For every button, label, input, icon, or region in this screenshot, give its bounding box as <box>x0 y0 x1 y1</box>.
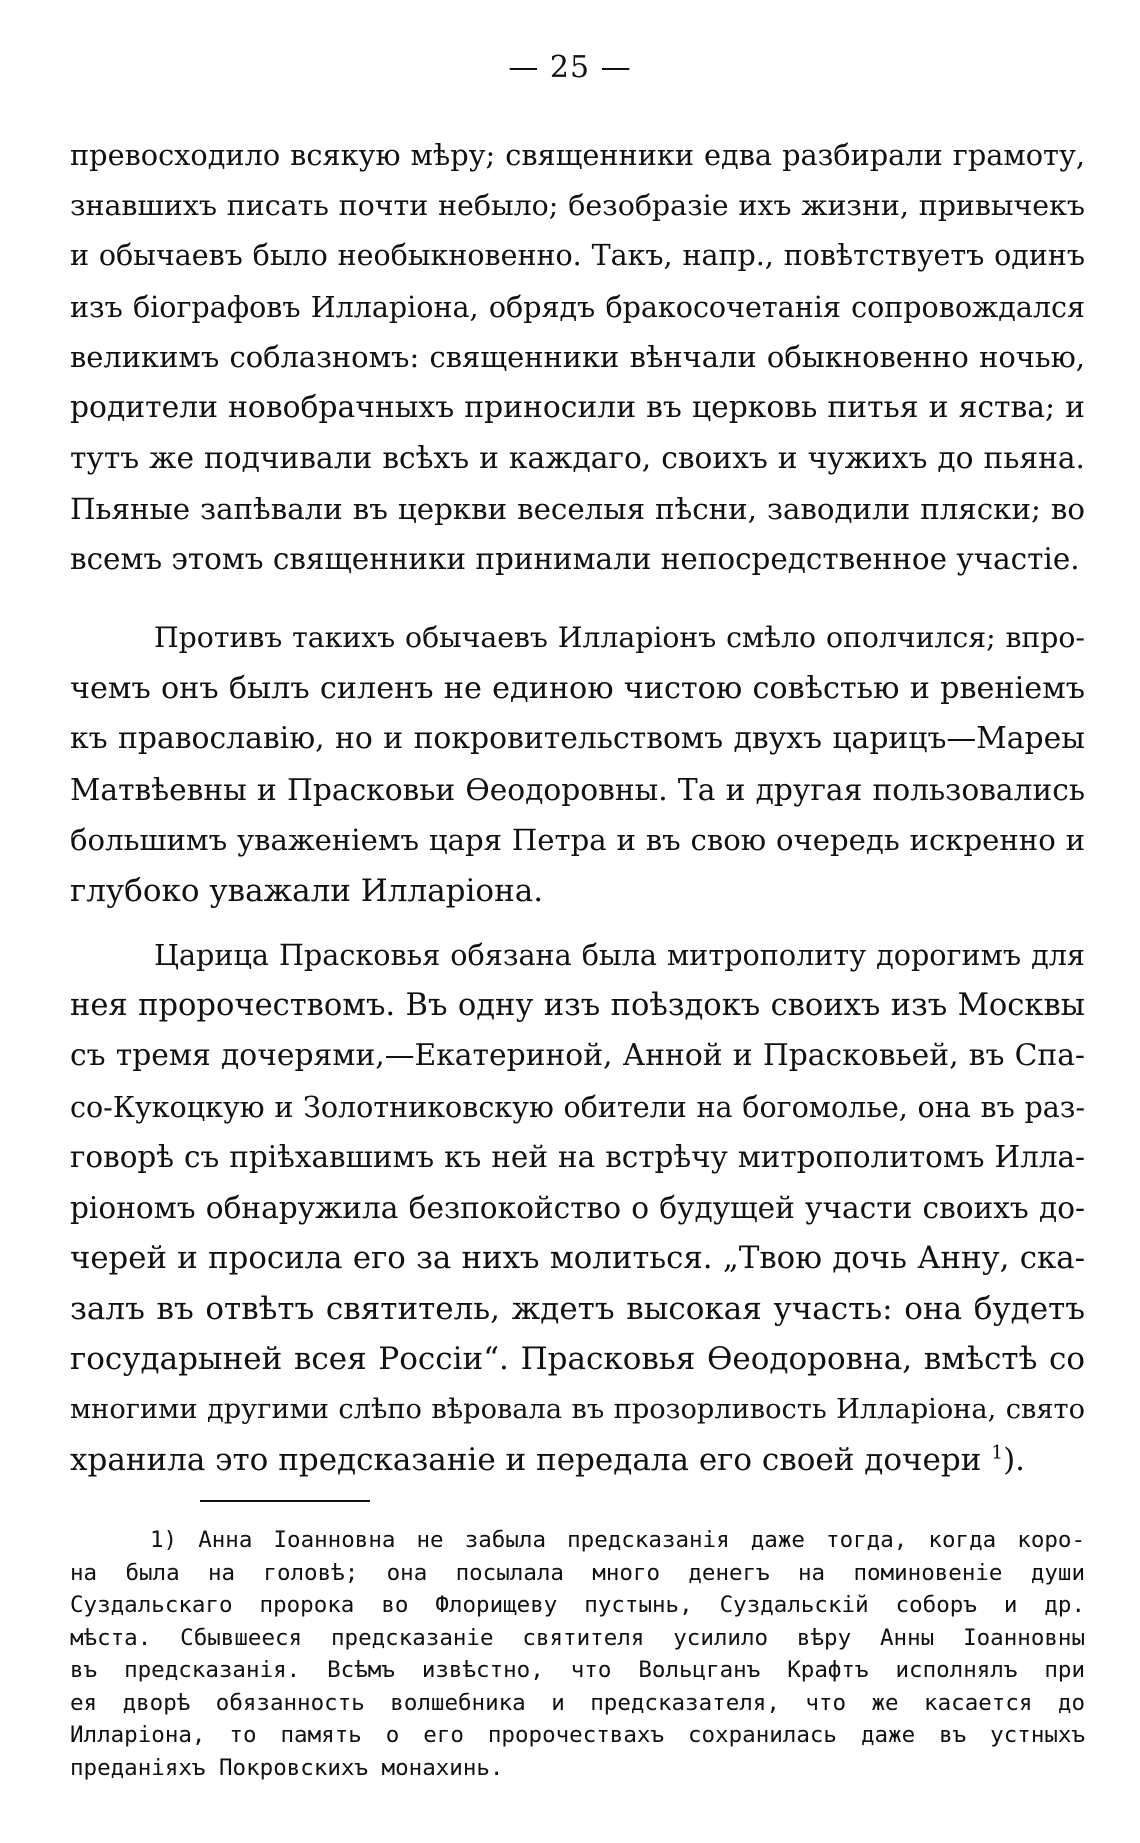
text-line: Противъ такихъ обычаевъ Илларіонъ смѣло ополчился; впро- <box>154 621 1085 654</box>
footnote-ref: 1 <box>991 1442 1004 1464</box>
text-line: чемъ онъ былъ силенъ не единою чистою совѣстью и рвеніемъ <box>70 670 1085 706</box>
text-line: изъ біографовъ Илларіона, обрядъ бракосочетанія сопровождался <box>70 289 1085 324</box>
text-line: нея пророчествомъ. Въ одну изъ поѣздокъ своихъ изъ Москвы <box>70 987 1085 1023</box>
text-line: знавшихъ писать почти небыло; безобразіе ихъ жизни, привычекъ <box>70 188 1085 222</box>
text-line: большимъ уваженіемъ царя Петра и въ свою очередь искренно и <box>70 823 1085 857</box>
text-line: родители новобрачныхъ приносили въ церковь питья и яства; и <box>70 389 1085 425</box>
text-line: говорѣ съ пріѣхавшимъ къ ней на встрѣчу митрополитомъ Илла- <box>70 1140 1085 1174</box>
text-fragment: хранила это предсказаніе и передала его своей дочери <box>70 1442 982 1478</box>
footnote-line: на была на головѣ; она посылала много денегъ на поминовеніе души <box>70 1559 1085 1586</box>
text-line: великимъ соблазномъ: священники вѣнчали обыкновенно ночью, <box>70 340 1085 374</box>
text-line-with-footnote-ref <box>70 1435 1085 1486</box>
text-line: Пьяные запѣвали въ церкви веселыя пѣсни, заводили пляски; во <box>70 491 1085 526</box>
text-line: тутъ же подчивали всѣхъ и каждаго, своихъ и чужихъ до пьяна. <box>70 440 1085 475</box>
text-line: государыней всея Россіи“. Прасковья Ѳеодоровна, вмѣстѣ со <box>70 1341 1085 1377</box>
paragraph-1 <box>70 130 1085 585</box>
footnote-divider <box>200 1500 370 1502</box>
text-line: ріономъ обнаружила безпокойство о будущей участи своихъ до- <box>70 1190 1085 1225</box>
footnote-line: 1) Анна Іоанновна не забыла предсказанія даже тогда, когда коро- <box>150 1527 1085 1553</box>
footnote-line: Илларіона, то память о его пророчествахъ сохранилась даже въ устныхъ <box>70 1722 1085 1748</box>
footnote-line: мѣста. Сбывшееся предсказаніе святителя усилило вѣру Анны Іоанновны <box>70 1624 1085 1651</box>
text-line: къ православію, но и покровительствомъ двухъ царицъ—Мареы <box>70 721 1085 756</box>
text-line: со-Кукоцкую и Золотниковскую обители на богомолье, она въ раз- <box>70 1089 1085 1124</box>
text-line: Матвѣевны и Прасковьи Ѳеодоровны. Та и другая пользовались <box>70 771 1085 807</box>
footnote-line: въ предсказанія. Всѣмъ извѣстно, что Вольцганъ Крафтъ исполнялъ при <box>70 1657 1085 1683</box>
text-line: глубоко уважали Илларіона. <box>70 872 544 909</box>
text-line: всемъ этомъ священники принимали непосредственное участіе. <box>70 542 1080 576</box>
footnote-line: Суздальскаго пророка во Флорищеву пустынь, Суздальскій соборъ и др. <box>70 1592 1085 1618</box>
text-line: черей и просила его за нихъ молиться. „Твою дочь Анну, ска- <box>70 1240 1085 1276</box>
paragraph-3 <box>70 930 1085 1486</box>
text-line: превосходило всякую мѣру; священники едва разбирали грамоту, <box>70 138 1085 172</box>
footnote-line: ея дворѣ обязанность волшебника и предсказателя, что же касается до <box>70 1689 1085 1716</box>
text-line: и обычаевъ было необыкновенно. Такъ, напр., повѣтствуетъ одинъ <box>70 239 1085 272</box>
page-number: — 25 — <box>508 50 632 85</box>
text-fragment: ). <box>1003 1442 1026 1478</box>
footnote <box>70 1524 1085 1784</box>
text-line: Царица Прасковья обязана была митрополиту дорогимъ для <box>154 938 1085 972</box>
text-line: съ тремя дочерями,—Екатериной, Анной и Прасковьей, въ Спа- <box>70 1038 1085 1073</box>
footnote-line: преданіяхъ Покровскихъ монахинь. <box>70 1754 504 1781</box>
text-line: залъ въ отвѣтъ святитель, ждетъ высокая участь: она будетъ <box>70 1290 1085 1327</box>
text-line: многими другими слѣпо вѣровала въ прозорливость Илларіона, свято <box>70 1393 1085 1425</box>
paragraph-2 <box>70 613 1085 916</box>
